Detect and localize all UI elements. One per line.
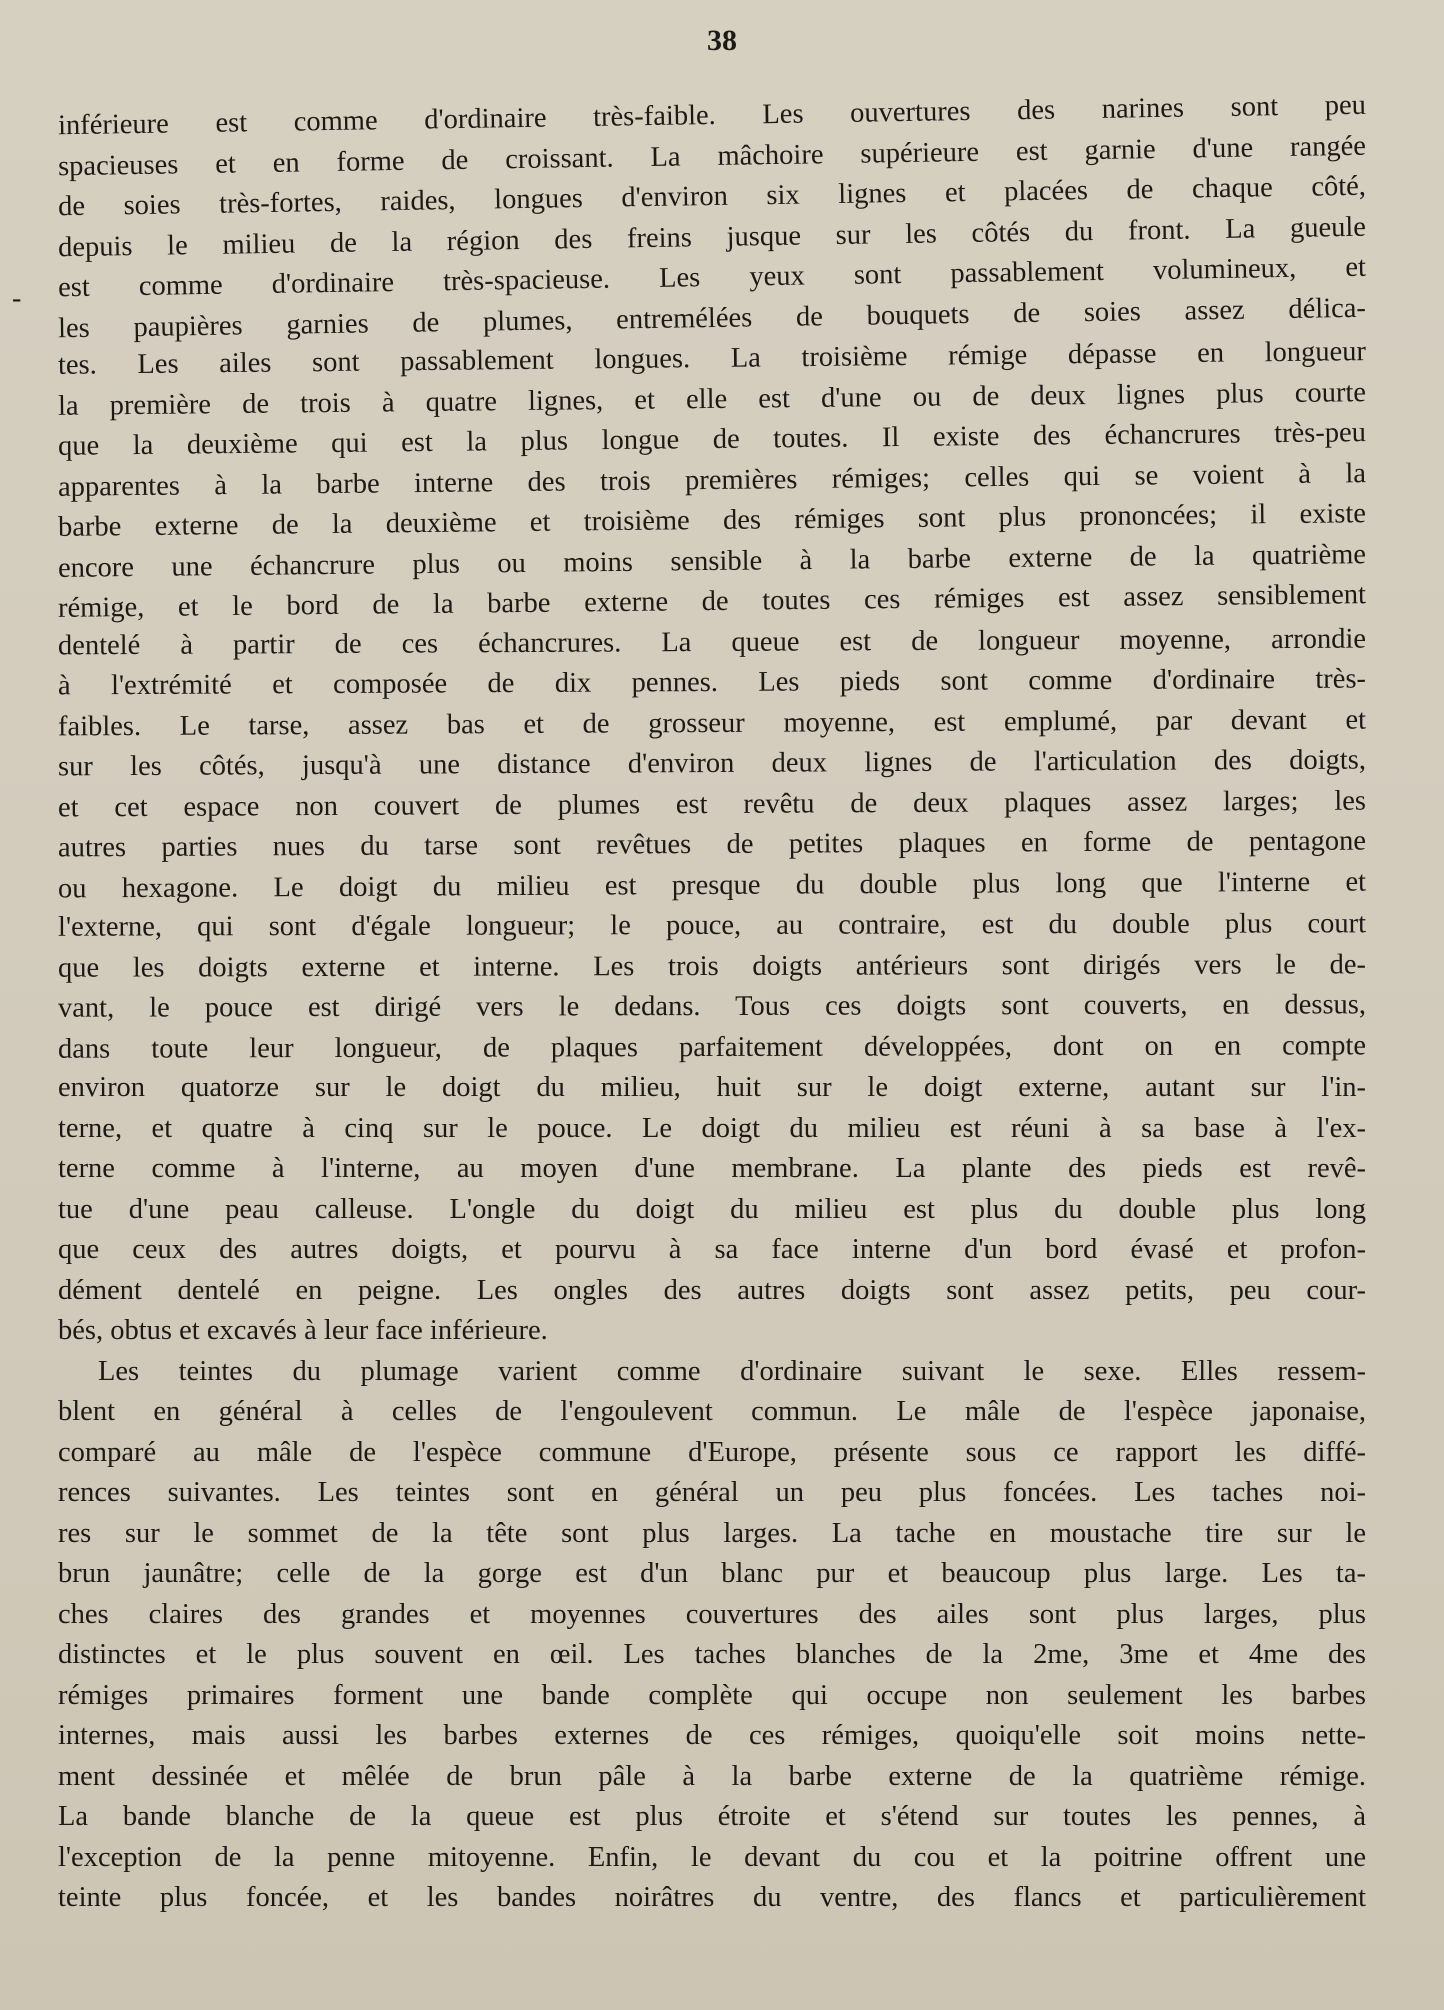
text-line: apparentes à la barbe interne des trois premières rémiges; celles qui se voient à la bbox=[57, 457, 1367, 503]
text-line: autres parties nues du tarse sont revêtues de petites plaques en forme de pentagone bbox=[57, 825, 1367, 864]
text-line: comparé au mâle de l'espèce commune d'Europe, présente sous ce rapport les diffé- bbox=[58, 1436, 1366, 1468]
text-line: que ceux des autres doigts, et pourvu à sa face interne d'un bord évasé et profon- bbox=[58, 1234, 1366, 1265]
body-text bbox=[57, 89, 1367, 1919]
text-line: que les doigts externe et interne. Les trois doigts antérieurs sont dirigés vers le de- bbox=[57, 948, 1367, 984]
text-line: rémiges primaires forment une bande complète qui occupe non seulement les barbes bbox=[58, 1679, 1366, 1711]
text-line: La bande blanche de la queue est plus étroite et s'étend sur toutes les pennes, à bbox=[58, 1801, 1366, 1832]
text-line: terne comme à l'interne, au moyen d'une membrane. La plante des pieds est revê- bbox=[58, 1153, 1366, 1184]
margin-mark: - bbox=[12, 283, 22, 314]
text-line: l'externe, qui sont d'égale longueur; le pouce, au contraire, est du double plus court bbox=[57, 908, 1367, 943]
text-line: rémige, et le bord de la barbe externe de toutes ces rémiges est assez sensiblement bbox=[57, 579, 1367, 624]
text-line: vant, le pouce est dirigé vers le dedans. Tous ces doigts sont couverts, en dessus, bbox=[57, 989, 1367, 1024]
text-line: inférieure est comme d'ordinaire très-faible. Les ouvertures des narines sont peu bbox=[57, 89, 1367, 142]
text-line: ches claires des grandes et moyennes couvertures des ailes sont plus larges, plus bbox=[58, 1598, 1366, 1630]
text-line: que la deuxième qui est la plus longue de toutes. Il existe des échancrures très-peu bbox=[57, 417, 1367, 462]
text-line: ou hexagone. Le doigt du milieu est presque du double plus long que l'interne et bbox=[57, 866, 1367, 904]
text-line: res sur le sommet de la tête sont plus larges. La tache en moustache tire sur le bbox=[58, 1517, 1366, 1549]
text-line: encore une échancrure plus ou moins sensible à la barbe externe de la quatrième bbox=[57, 538, 1367, 584]
text-line: internes, mais aussi les barbes externes de ces rémiges, quoiqu'elle soit moins nette- bbox=[58, 1720, 1366, 1751]
text-line: barbe externe de la deuxième et troisième des rémiges sont plus prononcées; il existe bbox=[57, 498, 1367, 543]
text-line: faibles. Le tarse, assez bas et de grosseur moyenne, est emplumé, par devant et bbox=[57, 704, 1367, 742]
text-line: à l'extrémité et composée de dix pennes. Les pieds sont comme d'ordinaire très- bbox=[57, 663, 1367, 702]
text-line: blent en général à celles de l'engoulevent commun. Le mâle de l'espèce japonaise, bbox=[58, 1396, 1366, 1427]
text-line: depuis le milieu de la région des freins jusque sur les côtés du front. La gueule bbox=[57, 211, 1367, 263]
text-line: environ quatorze sur le doigt du milieu, huit sur le doigt externe, autant sur l'in- bbox=[58, 1072, 1366, 1103]
text-line: teinte plus foncée, et les bandes noirâtres du ventre, des flancs et particulièrement bbox=[58, 1882, 1366, 1913]
text-line: et cet espace non couvert de plumes est revêtu de deux plaques assez larges; les bbox=[57, 785, 1367, 823]
text-line: tue d'une peau calleuse. L'ongle du doigt du milieu est plus du double plus long bbox=[58, 1193, 1366, 1225]
text-line: distinctes et le plus souvent en œil. Les taches blanches de la 2me, 3me et 4me des bbox=[58, 1639, 1366, 1670]
text-line: l'exception de la penne mitoyenne. Enfin, le devant du cou et la poitrine offrent une bbox=[58, 1841, 1366, 1873]
text-line: dans toute leur longueur, de plaques parfaitement développées, dont on en compte bbox=[57, 1029, 1367, 1065]
text-line: la première de trois à quatre lignes, et elle est d'une ou de deux lignes plus courte bbox=[57, 376, 1367, 422]
text-line: spacieuses et en forme de croissant. La mâchoire supérieure est garnie d'une rangée bbox=[57, 130, 1367, 182]
text-line: dément dentelé en peigne. Les ongles des autres doigts sont assez petits, peu cour- bbox=[58, 1274, 1366, 1306]
text-line: sur les côtés, jusqu'à une distance d'environ deux lignes de l'articulation des doigts, bbox=[57, 744, 1367, 783]
text-line: les paupières garnies de plumes, entremélées de bouquets de soies assez délica- bbox=[57, 292, 1367, 344]
text-line: est comme d'ordinaire très-spacieuse. Les yeux sont passablement volumineux, et bbox=[57, 251, 1367, 304]
page-number: 38 bbox=[707, 24, 737, 57]
text-line: terne, et quatre à cinq sur le pouce. Le doigt du milieu est réuni à sa base à l'ex- bbox=[58, 1112, 1366, 1144]
text-line: de soies très-fortes, raides, longues d'environ six lignes et placées de chaque côté, bbox=[57, 170, 1367, 223]
text-line: tes. Les ailes sont passablement longues. La troisième rémige dépasse en longueur bbox=[57, 336, 1367, 381]
text-line: rences suivantes. Les teintes sont en général un peu plus foncées. Les taches noi- bbox=[58, 1477, 1366, 1508]
text-line: Les teintes du plumage varient comme d'ordinaire suivant le sexe. Elles ressem- bbox=[98, 1355, 1366, 1387]
text-line: ment dessinée et mêlée de brun pâle à la barbe externe de la quatrième rémige. bbox=[58, 1760, 1366, 1792]
text-line: brun jaunâtre; celle de la gorge est d'un blanc pur et beaucoup plus large. Les ta- bbox=[58, 1558, 1366, 1589]
text-line: dentelé à partir de ces échancrures. La queue est de longueur moyenne, arrondie bbox=[57, 623, 1367, 661]
text-line: bés, obtus et excavés à leur face inférieure. bbox=[58, 1315, 548, 1346]
